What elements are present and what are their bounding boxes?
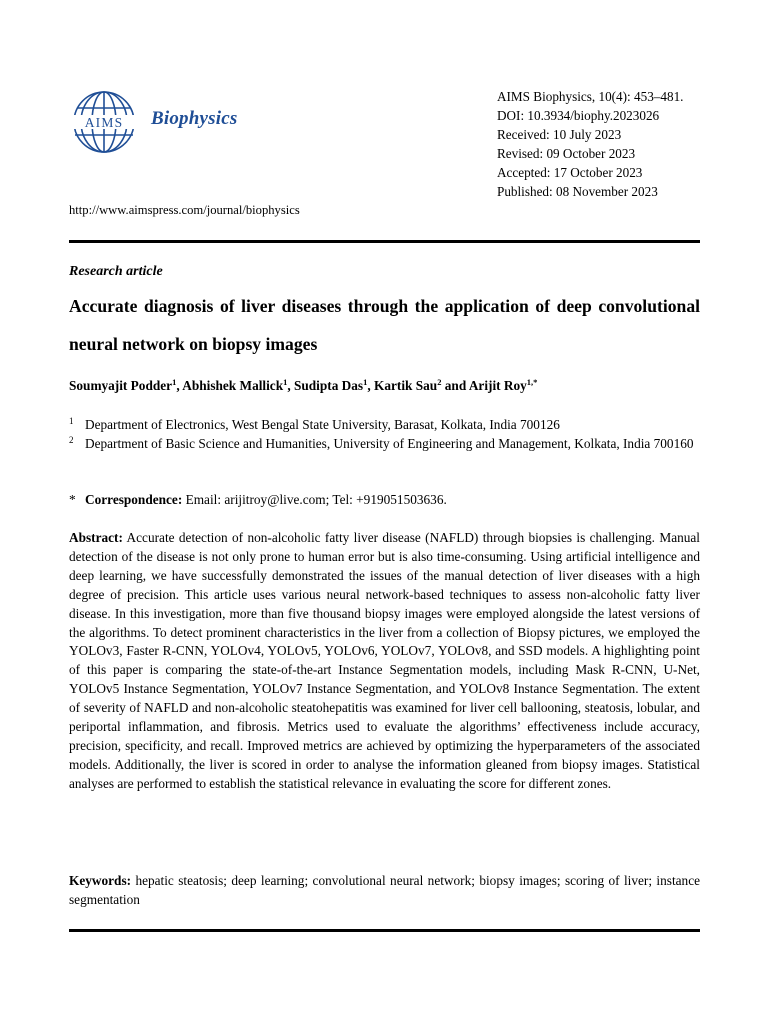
keywords-text: hepatic steatosis; deep learning; convolutional neural network; biopsy images; scoring of liver; instance segmentation bbox=[69, 873, 700, 907]
journal-name: Biophysics bbox=[151, 108, 238, 129]
affiliation-1 bbox=[69, 416, 700, 435]
affiliation-text: Department of Basic Science and Humanities, University of Engineering and Management, Kolkata, India 700160 bbox=[85, 436, 694, 451]
author-name: Sudipta Das bbox=[294, 378, 364, 393]
logo-text: AIMS bbox=[84, 115, 124, 130]
author-affiliation-mark: 1 bbox=[172, 377, 177, 387]
author-name: Kartik Sau bbox=[374, 378, 438, 393]
article-title: Accurate diagnosis of liver diseases through the application of deep convolutional neural network on biopsy images bbox=[69, 296, 700, 354]
journal-url: http://www.aimspress.com/journal/biophysics bbox=[69, 203, 300, 217]
author-name: Arijit Roy bbox=[468, 378, 527, 393]
header-divider bbox=[69, 240, 700, 243]
affiliation-number: 2 bbox=[69, 435, 74, 445]
abstract-label: Abstract: bbox=[69, 530, 123, 545]
author-name: Soumyajit Podder bbox=[69, 378, 173, 393]
publication-meta bbox=[497, 87, 683, 202]
correspondence-text: Email: arijitroy@live.com; Tel: +919051503636. bbox=[182, 492, 447, 507]
received-date: Received: 10 July 2023 bbox=[497, 127, 622, 143]
author-affiliation-mark: 1 bbox=[363, 377, 368, 387]
aims-logo bbox=[70, 90, 138, 154]
correspondence-label: Correspondence: bbox=[85, 492, 183, 507]
published-date: Published: 08 November 2023 bbox=[497, 184, 658, 200]
author-separator: and bbox=[441, 378, 469, 393]
author-separator: , bbox=[287, 378, 294, 393]
correspondence bbox=[69, 492, 447, 508]
keywords bbox=[69, 872, 700, 910]
author-affiliation-mark: 1 bbox=[283, 377, 288, 387]
revised-date: Revised: 09 October 2023 bbox=[497, 146, 636, 162]
affiliation-number: 1 bbox=[69, 416, 74, 426]
citation: AIMS Biophysics, 10(4): 453–481. bbox=[497, 89, 684, 104]
affiliation-text: Department of Electronics, West Bengal State University, Barasat, Kolkata, India 700126 bbox=[85, 417, 560, 432]
author-name: Abhishek Mallick bbox=[182, 378, 284, 393]
accepted-date: Accepted: 17 October 2023 bbox=[497, 165, 643, 181]
abstract-text: Accurate detection of non-alcoholic fatty liver disease (NAFLD) through biopsies is challenging. Manual detection of the disease is not only prone to human error but is also time-consuming. Using artificial intelligence and deep learning, we have successfully demonstrated the issues of the manual detection of liver diseases with a high degree of precision. This article uses various neural network-based techniques to assess non-alcoholic fatty liver disease. In this investigation, more than five thousand biopsy images were employed alongside the latest versions of the algorithms. To detect prominent characteristics in the liver from a collection of Biopsy pictures, we employed the YOLOv3, Faster R-CNN, YOLOv4, YOLOv5, YOLOv6, YOLOv7, YOLOv8, and SSD models. A highlighting point of this paper is comparing the state-of-the-art Instance Segmentation models, including Mask R-CNN, U-Net, YOLOv5 Instance Segmentation, YOLOv7 Instance Segmentation, and YOLOv8 Instance Segmentation. The extent of severity of NAFLD and non-alcoholic steatohepatitis was examined for liver cell ballooning, steatosis, lobular, and periportal inflammation, and fibrosis. Metrics used to evaluate the algorithms’ effectiveness include accuracy, precision, specificity, and recall. Improved metrics are achieved by optimizing the hyperparameters of the associated models. Additionally, the liver is scored in order to analyse the information gleaned from biopsy images. Statistical analyses are performed to establish the statistical relevance in evaluating the score for different zones. bbox=[69, 530, 700, 791]
author-affiliation-mark: 1,* bbox=[526, 377, 538, 387]
article-type: Research article bbox=[69, 264, 163, 279]
author-separator: , bbox=[176, 378, 183, 393]
keywords-label: Keywords: bbox=[69, 873, 132, 888]
author-list bbox=[69, 378, 537, 394]
corresponding-star: * bbox=[533, 377, 538, 387]
footer-divider bbox=[69, 929, 700, 932]
author-affiliation-mark: 2 bbox=[437, 377, 442, 387]
abstract bbox=[69, 529, 700, 794]
doi: DOI: 10.3934/biophy.2023026 bbox=[497, 108, 660, 124]
correspondence-star: * bbox=[69, 492, 76, 507]
author-separator: , bbox=[367, 378, 375, 393]
affiliation-2 bbox=[69, 435, 700, 454]
